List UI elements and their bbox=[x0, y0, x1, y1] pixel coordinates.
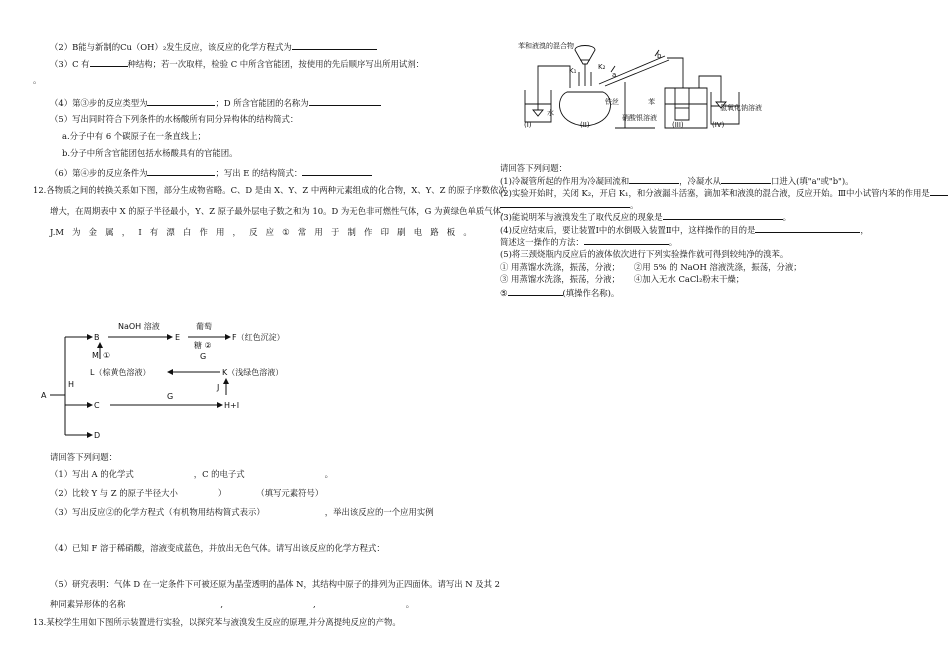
node-l: L（棕黄色溶液） bbox=[90, 368, 151, 377]
label-benzene: 苯 bbox=[648, 98, 655, 106]
label-k2: K₂ bbox=[598, 63, 606, 71]
answer-blank[interactable] bbox=[500, 199, 630, 208]
node-hi: H+I bbox=[224, 401, 240, 410]
q11-condition-a: a.分子中有 6 个碳原子在一条直线上； bbox=[62, 131, 206, 141]
label-k1: K₁ bbox=[569, 67, 577, 75]
right-q1: (1)冷凝管所起的作用为冷凝回流和 ，冷凝水从 口进入(填"a"或"b")。 bbox=[500, 176, 854, 186]
q12-stem-line2: 增大，在周期表中 X 的原子半径最小，Y、Z 原子最外层电子数之和为 10。D 为无色非可燃性气体，G 为黄绿色单质气体， bbox=[50, 206, 510, 216]
node-e: E bbox=[175, 333, 181, 342]
q11-part5: （5）写出同时符合下列条件的水杨酸所有同分异构体的结构简式： bbox=[50, 114, 299, 124]
answer-blank[interactable] bbox=[292, 41, 377, 50]
right-q5-steps-1: ① 用蒸馏水洗涤，振荡，分液； ②用 5% 的 NaOH 溶液洗涤，振荡，分液； bbox=[500, 262, 802, 272]
label-water: 水 bbox=[547, 109, 554, 117]
q11-part3: （3）C 有 种结构；若一次取样，检验 C 中所含官能团，按使用的先后顺序写出所用试剂： bbox=[50, 59, 425, 69]
q12-part5-line2: 种同素异形体的名称 , , 。 bbox=[50, 599, 415, 609]
label-naoh-solution: 氢氧化钠溶液 bbox=[720, 104, 762, 112]
right-q5-step5: ⑤ (填操作名称)。 bbox=[500, 288, 620, 298]
answer-blank[interactable] bbox=[508, 287, 563, 296]
label-glucose-2: 糖 ② bbox=[194, 341, 212, 350]
answer-blank[interactable] bbox=[629, 175, 679, 184]
q12-part5-line1: （5）研究表明：气体 D 在一定条件下可被还原为晶莹透明的晶体 N，其结构中原子的排列为正四面体。请写出 N 及其 2 bbox=[50, 579, 500, 589]
answer-intro: 请回答下列问题： bbox=[50, 452, 117, 462]
label-glucose-1: 葡萄 bbox=[196, 322, 212, 331]
label-naoh: NaOH 溶液 bbox=[118, 322, 160, 331]
q12-stem-line3: J.M 为 金 属 ， I 有 漂 白 作 用 ， 反 应 ① 常 用 于 制 作 印 刷 电 路 板 。 bbox=[50, 227, 472, 237]
right-q3: (3)能说明苯与液溴发生了取代反应的现象是 。 bbox=[500, 212, 791, 222]
answer-blank[interactable] bbox=[755, 224, 860, 233]
node-a: A bbox=[41, 391, 47, 400]
q12-part2: （2）比较 Y 与 Z 的原子半径大小 ） （填写元素符号） bbox=[50, 488, 324, 498]
right-q4-method: 简述这一操作的方法： 。 bbox=[500, 237, 678, 247]
stray-dot: 。 bbox=[33, 75, 42, 85]
answer-blank[interactable] bbox=[147, 167, 215, 176]
label-h: H bbox=[68, 380, 75, 389]
right-intro: 请回答下列问题： bbox=[500, 163, 567, 173]
q11-part4: （4）第③步的反应类型为 ；D 所含官能团的名称为 bbox=[50, 97, 381, 109]
right-q5: (5)将三颈烧瓶内反应后的液体依次进行下列实验操作就可得到较纯净的溴苯。 bbox=[500, 249, 789, 259]
label-step1: ① bbox=[103, 351, 111, 360]
q12-part4: （4）已知 F 溶于稀硝酸，溶液变成蓝色，并放出无色气体。请写出该反应的化学方程式： bbox=[50, 543, 385, 553]
label-g1: G bbox=[200, 352, 207, 361]
answer-blank[interactable] bbox=[90, 58, 128, 67]
q11-condition-b: b.分子中所含官能团包括水杨酸具有的官能团。 bbox=[62, 148, 238, 158]
right-q4: (4)反应结束后，要让装置Ⅰ中的水倒吸入装置Ⅱ中，这样操作的目的是 ， bbox=[500, 225, 869, 235]
node-k: K（浅绿色溶液） bbox=[222, 368, 284, 377]
label-port-a: a bbox=[612, 71, 617, 79]
answer-blank[interactable] bbox=[663, 211, 783, 220]
q11-part6: （6）第④步的反应条件为 ；写出 E 的结构简式： bbox=[50, 167, 372, 179]
label-device-1: (I) bbox=[524, 121, 532, 129]
q13-stem: 13.某校学生用如下图所示装置进行实验，以探究苯与液溴发生反应的原理,并分离提纯反应的产物。 bbox=[33, 617, 401, 627]
q12-part3: （3）写出反应②的化学方程式（有机物用结构简式表示） ，举出该反应的一个应用实例 bbox=[50, 507, 434, 517]
node-f: F（红色沉淀） bbox=[232, 333, 285, 342]
q12-stem-line1: 12.各物质之间的转换关系如下图，部分生成物省略。C、D 是由 X、Y、Z 中两种元素组成的化合物，X、Y、Z 的原子序数依次 bbox=[33, 185, 507, 195]
label-m: M bbox=[92, 351, 99, 360]
answer-blank[interactable] bbox=[309, 97, 381, 106]
label-mixture: 苯和液溴的混合物 bbox=[518, 42, 574, 50]
right-q2-cont: 。 bbox=[500, 199, 638, 211]
answer-blank[interactable] bbox=[147, 97, 215, 106]
q11-part2: （2）B能与新制的Cu（OH）₂发生反应，该反应的化学方程式为 bbox=[50, 41, 377, 53]
answer-blank[interactable] bbox=[584, 236, 669, 245]
node-b: B bbox=[94, 333, 100, 342]
conversion-flow-diagram bbox=[40, 315, 380, 445]
answer-blank[interactable] bbox=[930, 187, 948, 196]
label-silver-nitrate: 硝酸银溶液 bbox=[622, 114, 657, 122]
right-q5-steps-2: ③ 用蒸馏水洗涤，振荡，分液； ④加入无水 CaCl₂粉末干燥； bbox=[500, 274, 745, 284]
label-j: J bbox=[217, 383, 220, 392]
answer-blank[interactable] bbox=[721, 175, 771, 184]
label-g2: G bbox=[167, 392, 174, 401]
node-c: C bbox=[94, 401, 100, 410]
label-device-3: (III) bbox=[672, 121, 684, 129]
label-port-b: b bbox=[657, 52, 662, 60]
label-iron-wire: 铁丝 bbox=[605, 98, 619, 106]
label-device-4: (IV) bbox=[712, 121, 725, 129]
answer-blank[interactable] bbox=[302, 167, 372, 176]
label-device-2: (II) bbox=[580, 121, 590, 129]
q12-part1: （1）写出 A 的化学式 ，C 的电子式 。 bbox=[50, 469, 334, 479]
right-q2: (2)实验开始时，关闭 K₂，开启 K₁，和分液漏斗活塞，滴加苯和液溴的混合液，反应开始。Ⅲ中小试管内苯的作用是 bbox=[500, 187, 948, 199]
node-d: D bbox=[94, 431, 101, 440]
